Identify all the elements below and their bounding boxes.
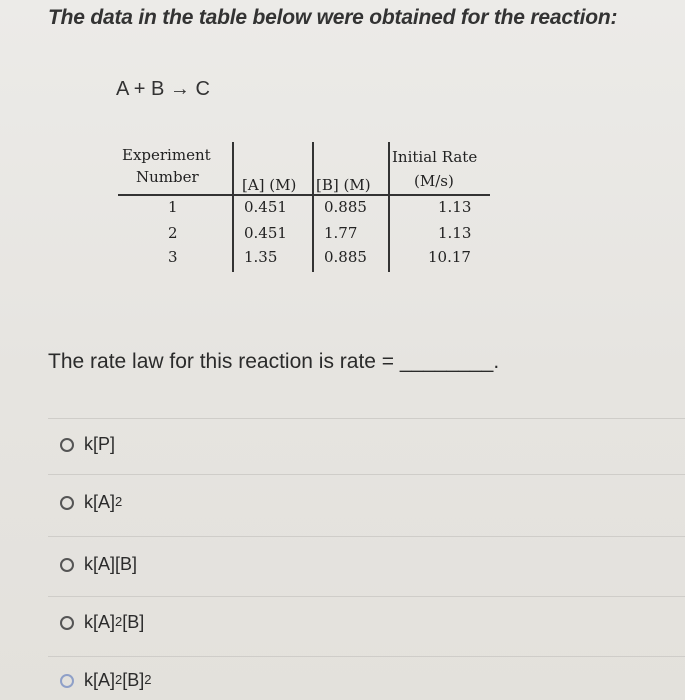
row2-a: 0.451 (244, 224, 287, 242)
option-label-b: [B] (122, 670, 145, 690)
header-a: [A] (M) (242, 176, 297, 194)
row2-b: 1.77 (324, 224, 358, 242)
option-kP[interactable] (60, 434, 115, 455)
row1-rate: 1.13 (438, 198, 472, 216)
header-rate-units: (M/s) (414, 172, 454, 190)
header-experiment: Experiment (122, 146, 211, 164)
intro-text: The data in the table below were obtained for the reaction: (48, 6, 618, 29)
option-kA2B[interactable] (60, 612, 144, 633)
option-label: k[A] (84, 612, 116, 632)
divider-1 (48, 418, 685, 419)
row3-a: 1.35 (244, 248, 278, 266)
radio-icon[interactable] (60, 558, 74, 572)
row1-b: 0.885 (324, 198, 367, 216)
table-vline-3 (388, 142, 390, 272)
row3-exp: 3 (168, 248, 178, 266)
question-text: The rate law for this reaction is rate = ________. (48, 350, 500, 373)
option-label: k[A] (84, 670, 116, 690)
option-exponent-b: 2 (144, 672, 152, 687)
reaction-equation: A + B → C (116, 78, 210, 100)
divider-2 (48, 474, 685, 475)
option-exponent: 2 (115, 614, 123, 629)
radio-icon[interactable] (60, 616, 74, 630)
row3-b: 0.885 (324, 248, 367, 266)
table-vline-1 (232, 142, 234, 272)
option-exponent: 2 (115, 494, 123, 509)
option-exponent: 2 (115, 672, 123, 687)
table-vline-2 (312, 142, 314, 272)
table-header-rule (118, 194, 490, 196)
divider-5 (48, 656, 685, 657)
header-rate: Initial Rate (392, 148, 478, 166)
row2-rate: 1.13 (438, 224, 472, 242)
option-label-b: [B] (122, 612, 145, 632)
row3-rate: 10.17 (428, 248, 471, 266)
header-b: [B] (M) (316, 176, 371, 194)
divider-3 (48, 536, 685, 537)
option-kA2B2[interactable] (60, 670, 152, 691)
option-label: k[P] (84, 434, 116, 454)
radio-icon[interactable] (60, 674, 74, 688)
option-label: k[A] (84, 492, 116, 512)
header-number: Number (136, 168, 199, 186)
option-label: k[A][B] (84, 554, 138, 574)
data-table (118, 142, 498, 270)
radio-icon[interactable] (60, 438, 74, 452)
option-kA2[interactable] (60, 492, 122, 513)
row1-a: 0.451 (244, 198, 287, 216)
radio-icon[interactable] (60, 496, 74, 510)
option-kAB[interactable] (60, 554, 137, 575)
row2-exp: 2 (168, 224, 178, 242)
row1-exp: 1 (168, 198, 178, 216)
divider-4 (48, 596, 685, 597)
